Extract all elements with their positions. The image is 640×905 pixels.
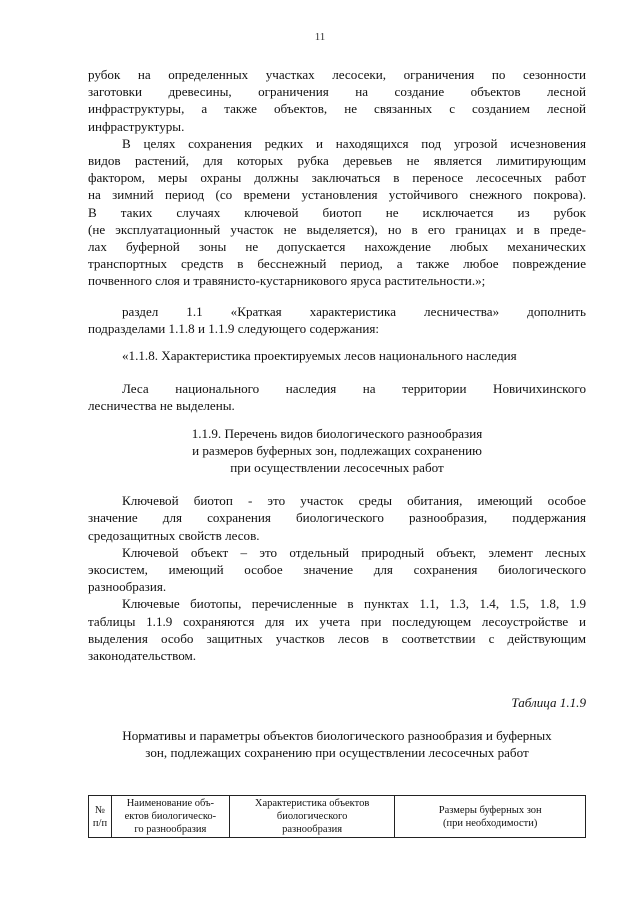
text-line: экосистем, имеющий особое значение для сохранения биологического [88,562,586,578]
text-line: средозащитных свойств лесов. [88,527,260,543]
text-line: лесничества не выделены. [88,398,235,414]
text-line: Нормативы и параметры объектов биологического разнообразия и буферных [122,727,552,743]
text-line: транспортных средств в бесснежный период, а также любое повреждение [88,256,586,272]
text-line: Ключевые биотопы, перечисленные в пунктах 1.1, 1.3, 1.4, 1.5, 1.8, 1.9 [122,596,586,612]
document-body [88,66,586,761]
biodiversity-table [88,795,586,838]
key-object-definition [88,544,586,596]
text-line: таблицы 1.1.9 сохраняются для их учета при последующем лесоустройстве и [88,613,586,629]
header-cell-buffer-size: Размеры буферных зон (при необходимости) [395,796,586,838]
text-line: разнообразия. [88,579,167,595]
header-cell-number: № п/п [89,796,112,838]
text-line: выделения особо защитных участков лесов в соответствии с действующим [88,630,586,646]
text-line: инфраструктуры, а также объектов, не связанных с созданием лесной [88,101,586,117]
text-line: законодательством. [88,648,197,664]
text-line: зон, подлежащих сохранению при осуществлении лесосечных работ [145,744,529,760]
text-line: видов растений, для которых рубка деревьев не является лимитирующим [88,153,586,169]
key-biotopes-list-paragraph [88,595,586,664]
heading-1-1-9 [88,425,586,477]
text-line: рубок на определенных участках лесосеки, ограничения по сезонности [88,67,586,82]
intro-paragraph [88,66,586,135]
header-cell-name: Наименование объ- ектов биологическо- го разнообразия [111,796,229,838]
text-line: раздел 1.1 «Краткая характеристика лесничества» дополнить [122,303,586,319]
text-line: В таких случаях ключевой биотоп не исключается из рубок [88,204,586,220]
text-line: лах буферной зоны не допускается нахождение любых механических [88,239,586,255]
text-line: Ключевой объект – это отдельный природный объект, элемент лесных [122,544,586,560]
text-line: почвенного слоя и травянисто-кустарникового яруса растительности.»; [88,273,486,289]
heading-1-1-8: «1.1.8. Характеристика проектируемых лесов национального наследия [122,348,517,364]
table-title [88,727,586,761]
text-line: и размеров буферных зон, подлежащих сохранению [192,442,482,458]
text-line: В целях сохранения редких и находящихся под угрозой исчезновения [122,135,586,151]
header-cell-characteristic: Характеристика объектов биологического разнообразия [229,796,395,838]
text-line: Леса национального наследия на территории Новичихинского [122,381,586,397]
text-line: фактором, меры охраны должны заключаться в переносе лесосечных работ [88,170,586,186]
page-number: 11 [314,31,326,43]
text-line: Ключевой биотоп - это участок среды обитания, имеющий особое [122,493,586,509]
section-amendment-paragraph [88,303,586,337]
table-caption: Таблица 1.1.9 [511,695,586,711]
rare-species-paragraph [88,135,586,290]
forests-paragraph [88,380,586,414]
key-biotope-definition [88,492,586,544]
text-line: заготовки древесины, ограничения на создание объектов лесной [88,84,586,100]
text-line: 1.1.9. Перечень видов биологического разнообразия [191,425,483,441]
text-line: (не эксплуатационный участок не выделяется), но в его границах и в преде- [88,221,586,237]
text-line: инфраструктуры. [88,118,185,134]
text-line: значение для сохранения биологического разнообразия, поддержания [88,510,586,526]
text-line: при осуществлении лесосечных работ [230,460,444,476]
text-line: подразделами 1.1.8 и 1.1.9 следующего содержания: [88,320,379,336]
text-line: на зимний период (со времени установления устойчивого снежного покрова). [88,187,586,203]
table-header-row [89,796,586,838]
